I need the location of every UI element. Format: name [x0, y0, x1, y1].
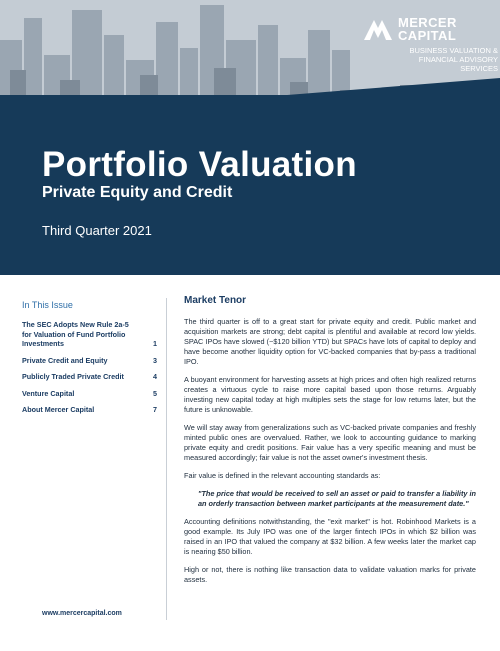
toc-item-page: 4: [153, 372, 157, 381]
toc-item[interactable]: [22, 405, 157, 422]
toc-item[interactable]: [22, 372, 157, 389]
toc-item-label: About Mercer Capital: [22, 405, 95, 414]
article-paragraph: A buoyant environment for harvesting assets at high prices and often high realized returns creates a virtuous cycle to raise more capital based upon those returns. Arguably investing new capital today at high multiples sets the stage for low returns later, but the future is unknowable.: [184, 375, 476, 414]
toc-item-label: Publicly Traded Private Credit: [22, 372, 124, 381]
article-paragraph: Fair value is defined in the relevant accounting standards as:: [184, 471, 381, 480]
toc-item[interactable]: [22, 320, 157, 356]
mercer-capital-logo: [362, 14, 498, 74]
toc-item-page: 7: [153, 405, 157, 414]
publication-title: Portfolio Valuation: [42, 145, 357, 184]
toc-heading: In This Issue: [22, 300, 73, 310]
toc-item[interactable]: [22, 356, 157, 373]
article-paragraph: We will stay away from generalizations such as VC-backed private companies and freshly minted public ones are overvalued. Rather, we look to accounting guidance to marking private equity and credit positions. Fair value has a very specific meaning and must be measured accordingly; fair value is not the asset owner's investment thesis.: [184, 423, 476, 462]
logo-wordmark: MERCER CAPITAL: [398, 15, 457, 43]
toc-item-label: The SEC Adopts New Rule 2a-5 for Valuation of Fund Portfolio Investments: [22, 320, 129, 348]
toc-item-page: 1: [153, 339, 157, 348]
article-quote: "The price that would be received to sell an asset or paid to transfer a liability in an orderly transaction between market participants at the measurement date.": [198, 489, 476, 508]
issue-date: Third Quarter 2021: [42, 223, 152, 238]
article-paragraph: The third quarter is off to a great start for private equity and credit. Public market and acquisition markets are strong; debt capital is plentiful and available at record low yields. SPAC IPOs have slowed (~$120 billion YTD) but SPACs have lots of capital to deploy and have become another liquidity option for VC-backed companies that by-pass a traditional IPO.: [184, 317, 476, 366]
website-link[interactable]: www.mercercapital.com: [42, 610, 122, 617]
toc-item-page: 3: [153, 355, 157, 365]
table-of-contents: [22, 300, 157, 422]
toc-item-label: Venture Capital: [22, 388, 75, 398]
logo-mark-icon: [362, 16, 394, 42]
article: [184, 296, 476, 593]
article-paragraph: Accounting definitions notwithstanding, the "exit market" is hot. Robinhood Markets is a good example. Its July IPO was one of the larger fintech IPOs in which $2 billion was raised in an IPO that valued the company at $32 billion. A few weeks later the market cap is nearing $50 billion.: [184, 517, 476, 556]
toc-item-label: Private Credit and Equity: [22, 355, 108, 365]
toc-item-page: 5: [153, 388, 157, 398]
publication-subtitle: Private Equity and Credit: [42, 184, 233, 201]
cover-header: [0, 0, 500, 275]
column-divider: [166, 298, 167, 620]
article-heading: Market Tenor: [184, 295, 247, 306]
toc-item[interactable]: [22, 389, 157, 406]
logo-tagline: BUSINESS VALUATION & FINANCIAL ADVISORY SERVICES: [409, 46, 498, 73]
article-paragraph: High or not, there is nothing like transaction data to validate valuation marks for private assets.: [184, 565, 476, 584]
